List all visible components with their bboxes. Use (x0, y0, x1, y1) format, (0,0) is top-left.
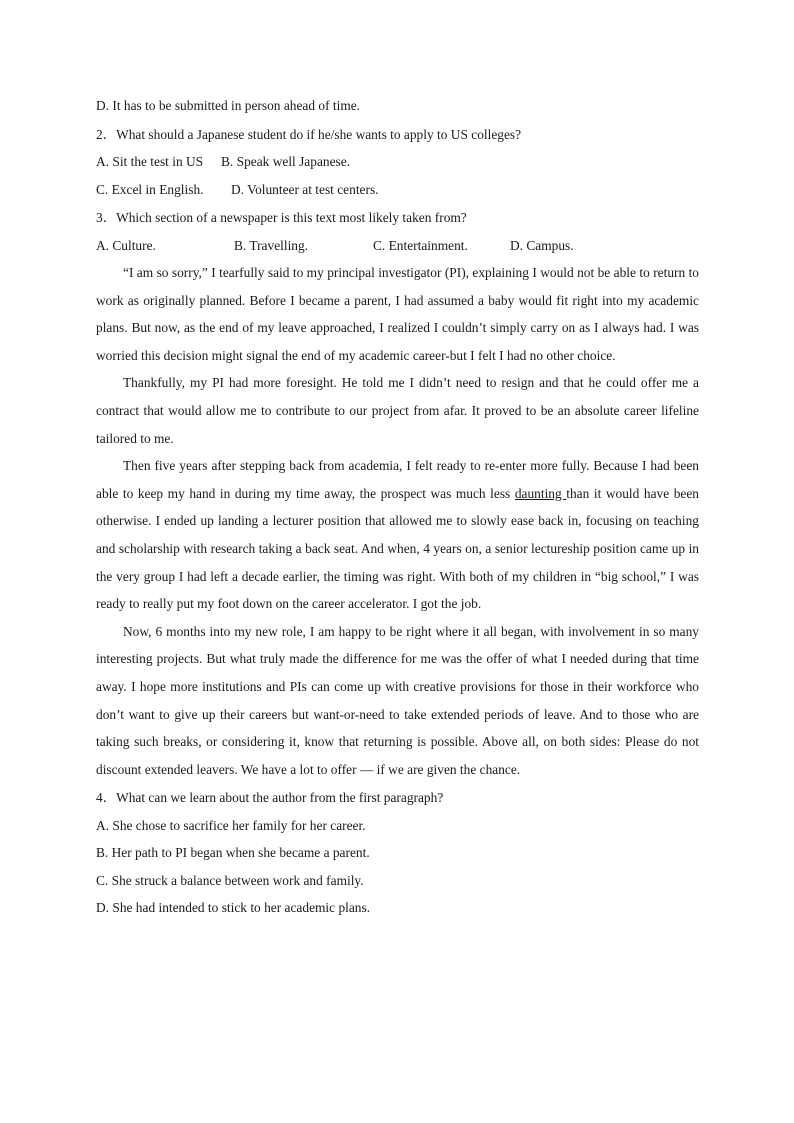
question-4-stem: 4．What can we learn about the author from the first paragraph? (96, 790, 444, 806)
question-3-options (96, 232, 699, 260)
q2-option-c: C. Excel in English. (96, 181, 204, 197)
q4-option-d: D. She had intended to stick to her academic plans. (96, 900, 371, 916)
question-2-options-row-2 (96, 176, 699, 204)
passage-paragraph-2: Thankfully, my PI had more foresight. He told me I didn’t need to resign and that he could offer me a contract that would allow me to contribute to our project from afar. It proved to be an absolute career lifeline tailored to me. (96, 375, 699, 446)
q4-option-c: C. She struck a balance between work and family. (96, 872, 364, 888)
q3-option-d: D. Campus. (510, 237, 574, 253)
q2-option-a: A. Sit the test in US (96, 154, 204, 169)
question-3-stem: 3．Which section of a newspaper is this text most likely taken from? (96, 210, 467, 225)
passage-paragraph-1: “I am so sorry,” I tearfully said to my principal investigator (PI), explaining I would not be able to return to work as originally planned. Before I became a parent, I had assumed a baby would fit right into my academic plans. But now, as the end of my leave approached, I realized I couldn’t simply carry on as I always had. I was worried this decision might signal the end of my academic career-but I felt I had no other choice. (96, 265, 699, 363)
underlined-word-daunting: daunting (514, 485, 567, 501)
q3-option-a: A. Culture. (96, 237, 156, 253)
paragraph-3-text-start: Then five years after stepping back from academia, I felt ready to re-enter more fully. Because I had been able to keep my hand in during my time away, the prospect was much less (96, 458, 699, 501)
passage-paragraph-3 (96, 452, 699, 618)
passage-paragraph-4: Now, 6 months into my new role, I am happy to be right where it all began, with involvement in so many interesting projects. But what truly made the difference for me was the offer of what I needed during that time away. I hope more institutions and PIs can come up with creative provisions for those in their workforce who don’t want to give up their careers but want-or-need to take extended periods of leave. And to those who are taking such breaks, or considering it, know that returning is possible. Above all, on both sides: Please do not discount extended leavers. We have a lot to offer — if we are given the chance. (96, 623, 699, 777)
question-2-options-row-1 (96, 148, 699, 176)
q1-option-d: D. It has to be submitted in person ahead of time. (96, 98, 361, 113)
paragraph-3-text-end: than it would have been otherwise. I ended up landing a lecturer position that allowed me to slowly ease back in, focusing on teaching and scholarship with research taking a back seat. And when, 4 years on, a senior lectureship position came up in the very group I had left a decade earlier, the timing was right. With both of my children in “big school,” I was ready to really put my foot down on the career accelerator. I got the job. (96, 485, 699, 612)
q4-option-b: B. Her path to PI began when she became a parent. (96, 845, 370, 861)
q2-option-b: B. Speak well Japanese. (221, 154, 351, 169)
q3-option-b: B. Travelling. (234, 237, 309, 253)
exam-page (96, 92, 699, 922)
q3-option-c: C. Entertainment. (373, 237, 468, 253)
question-2-stem: 2．What should a Japanese student do if he/she wants to apply to US colleges? (96, 126, 522, 142)
q4-option-a: A. She chose to sacrifice her family for her career. (96, 817, 366, 833)
q2-option-d: D. Volunteer at test centers. (231, 181, 379, 197)
